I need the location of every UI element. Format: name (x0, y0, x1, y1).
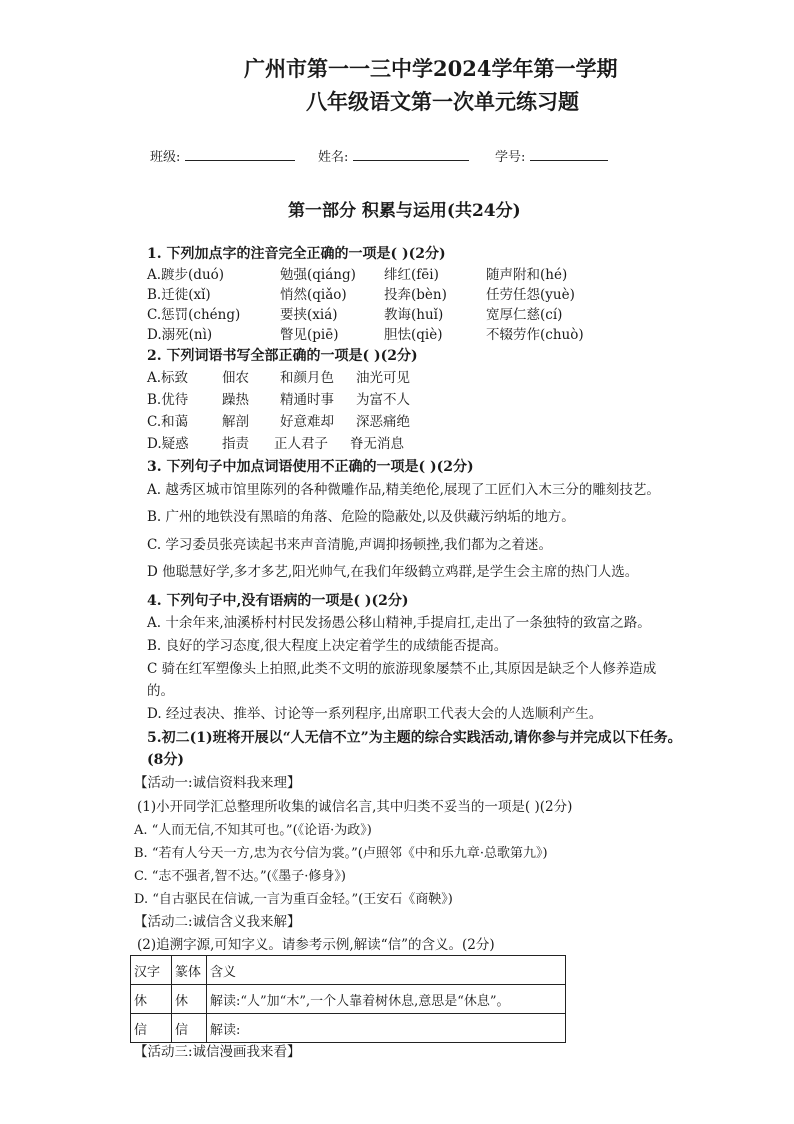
exam-title-line2: 八年级语文第一次单元练习题 (306, 89, 579, 114)
q2-d-1: D.疑惑 (147, 436, 189, 452)
table-cell: 休 (172, 985, 207, 1014)
class-field[interactable] (150, 148, 295, 164)
q4-option-a: A. 十余年来,油溪桥村村民发扬愚公移山精神,手提肩扛,走出了一条独特的致富之路。 (147, 615, 651, 631)
class-label: 班级: (150, 150, 181, 165)
q1-d-4: 不辍劳作(chuò) (486, 327, 584, 343)
section-heading: 第一部分 积累与运用(共24分) (288, 201, 521, 221)
q1-c-2: 要挟(xiá) (280, 307, 338, 323)
q1-a-4: 随声附和(hé) (486, 267, 568, 283)
q4-option-c: C 骑在红军塑像头上拍照,此类不文明的旅游现象屡禁不止,其原因是缺乏个人修养造成 (147, 661, 657, 677)
q1-b-1: B.迁徙(xǐ) (147, 287, 211, 303)
q2-stem: 2. 下列词语书写全部正确的一项是( )(2分) (147, 348, 418, 364)
table-cell: 解读:“人”加“木”,一个人靠着树休息,意思是“休息”。 (207, 985, 566, 1014)
activity3-heading: 【活动三:诚信漫画我来看】 (134, 1044, 301, 1060)
name-field[interactable] (318, 148, 469, 164)
q2-d-3: 正人君子 (274, 436, 328, 452)
name-label: 姓名: (318, 150, 349, 165)
q1-b-2: 悄然(qiǎo) (280, 287, 347, 303)
q5-sub2: (2)追溯字源,可知字义。请参考示例,解读“信”的含义。(2分) (137, 937, 495, 953)
student-id-blank[interactable] (530, 148, 608, 161)
q2-d-4: 脊无消息 (350, 436, 404, 452)
q3-option-c: C. 学习委员张亮读起书来声音清脆,声调抑扬顿挫,我们都为之着迷。 (147, 537, 553, 553)
answer-cell[interactable]: 解读: (207, 1014, 566, 1043)
q2-c-1: C.和蔼 (147, 414, 189, 430)
activity1-heading: 【活动一:诚信资料我来理】 (134, 775, 301, 791)
q1-stem: 1. 下列加点字的注音完全正确的一项是( )(2分) (147, 246, 446, 262)
q1-c-4: 宽厚仁慈(cí) (486, 307, 563, 323)
table-row (131, 1014, 566, 1043)
student-id-field[interactable] (495, 148, 608, 164)
q4-stem: 4. 下列句子中,没有语病的一项是( )(2分) (147, 593, 409, 609)
q2-b-1: B.优待 (147, 392, 189, 408)
q3-option-d: D 他聪慧好学,多才多艺,阳光帅气,在我们年级鹤立鸡群,是学生会主席的热门人选。 (147, 564, 639, 580)
q2-c-2: 解剖 (222, 414, 249, 430)
table-row (131, 985, 566, 1014)
q3-option-a: A. 越秀区城市馆里陈列的各种微雕作品,精美绝伦,展现了工匠们入木三分的雕刻技艺。 (147, 482, 660, 498)
q2-c-3: 好意难却 (280, 414, 334, 430)
table-header: 篆体 (172, 956, 207, 985)
q2-b-2: 躁热 (222, 392, 249, 408)
q1-c-1: C.惩罚(chéng) (147, 307, 241, 323)
q2-d-2: 指责 (222, 436, 249, 452)
table-cell: 休 (131, 985, 172, 1014)
q3-stem: 3. 下列句子中加点词语使用不正确的一项是( )(2分) (147, 459, 474, 475)
q1-a-3: 绯红(fēi) (384, 267, 439, 283)
q4-option-d: D. 经过表决、推举、讨论等一系列程序,出席职工代表大会的人选顺利产生。 (147, 706, 603, 722)
character-table (130, 955, 566, 1043)
q5-option-a: A. “人而无信,不知其可也。”(《论语·为政》) (134, 823, 372, 838)
q2-a-4: 油光可见 (356, 370, 410, 386)
q5-option-c: C. “志不强者,智不达。”(《墨子·修身》) (134, 869, 346, 884)
q1-b-4: 任劳任怨(yuè) (486, 287, 575, 303)
q3-option-b: B. 广州的地铁没有黑暗的角落、危险的隐蔽处,以及供藏污纳垢的地方。 (147, 509, 575, 525)
table-header: 汉字 (131, 956, 172, 985)
q2-b-4: 为富不人 (356, 392, 410, 408)
q2-a-3: 和颜月色 (280, 370, 334, 386)
q1-a-2: 勉强(qiáng) (280, 267, 356, 283)
student-id-label: 学号: (495, 150, 526, 165)
q5-sub1: (1)小开同学汇总整理所收集的诚信名言,其中归类不妥当的一项是( )(2分) (137, 799, 573, 815)
q2-c-4: 深恶痛绝 (356, 414, 410, 430)
table-cell: 信 (172, 1014, 207, 1043)
q1-d-2: 瞥见(piē) (280, 327, 339, 343)
q2-a-1: A.标致 (147, 370, 189, 386)
q4-option-c-cont: 的。 (147, 683, 174, 699)
q4-option-b: B. 良好的学习态度,很大程度上决定着学生的成绩能否提高。 (147, 638, 508, 654)
q1-d-3: 胆怯(qiè) (384, 327, 443, 343)
table-header: 含义 (207, 956, 566, 985)
q1-a-1: A.踱步(duó) (147, 267, 225, 283)
q5-points: (8分) (147, 752, 184, 768)
exam-title-line1: 广州市第一一三中学2024学年第一学期 (244, 56, 618, 81)
q1-c-3: 教诲(huǐ) (384, 307, 444, 323)
q5-option-b: B. “若有人兮天一方,忠为衣兮信为裳。”(卢照邻《中和乐九章·总歌第九》) (134, 846, 548, 861)
table-cell: 信 (131, 1014, 172, 1043)
q2-a-2: 佃农 (222, 370, 249, 386)
class-blank[interactable] (185, 148, 295, 161)
q5-stem: 5.初二(1)班将开展以“人无信不立”为主题的综合实践活动,请你参与并完成以下任务。 (147, 730, 682, 746)
activity2-heading: 【活动二:诚信含义我来解】 (134, 914, 301, 930)
name-blank[interactable] (353, 148, 469, 161)
q1-d-1: D.溺死(nì) (147, 327, 213, 343)
q2-b-3: 精通时事 (280, 392, 334, 408)
q1-b-3: 投奔(bèn) (384, 287, 447, 303)
q5-option-d: D. “自古驱民在信诚,一言为重百金轻。”(王安石《商鞅》) (134, 892, 453, 907)
table-header-row (131, 956, 566, 985)
